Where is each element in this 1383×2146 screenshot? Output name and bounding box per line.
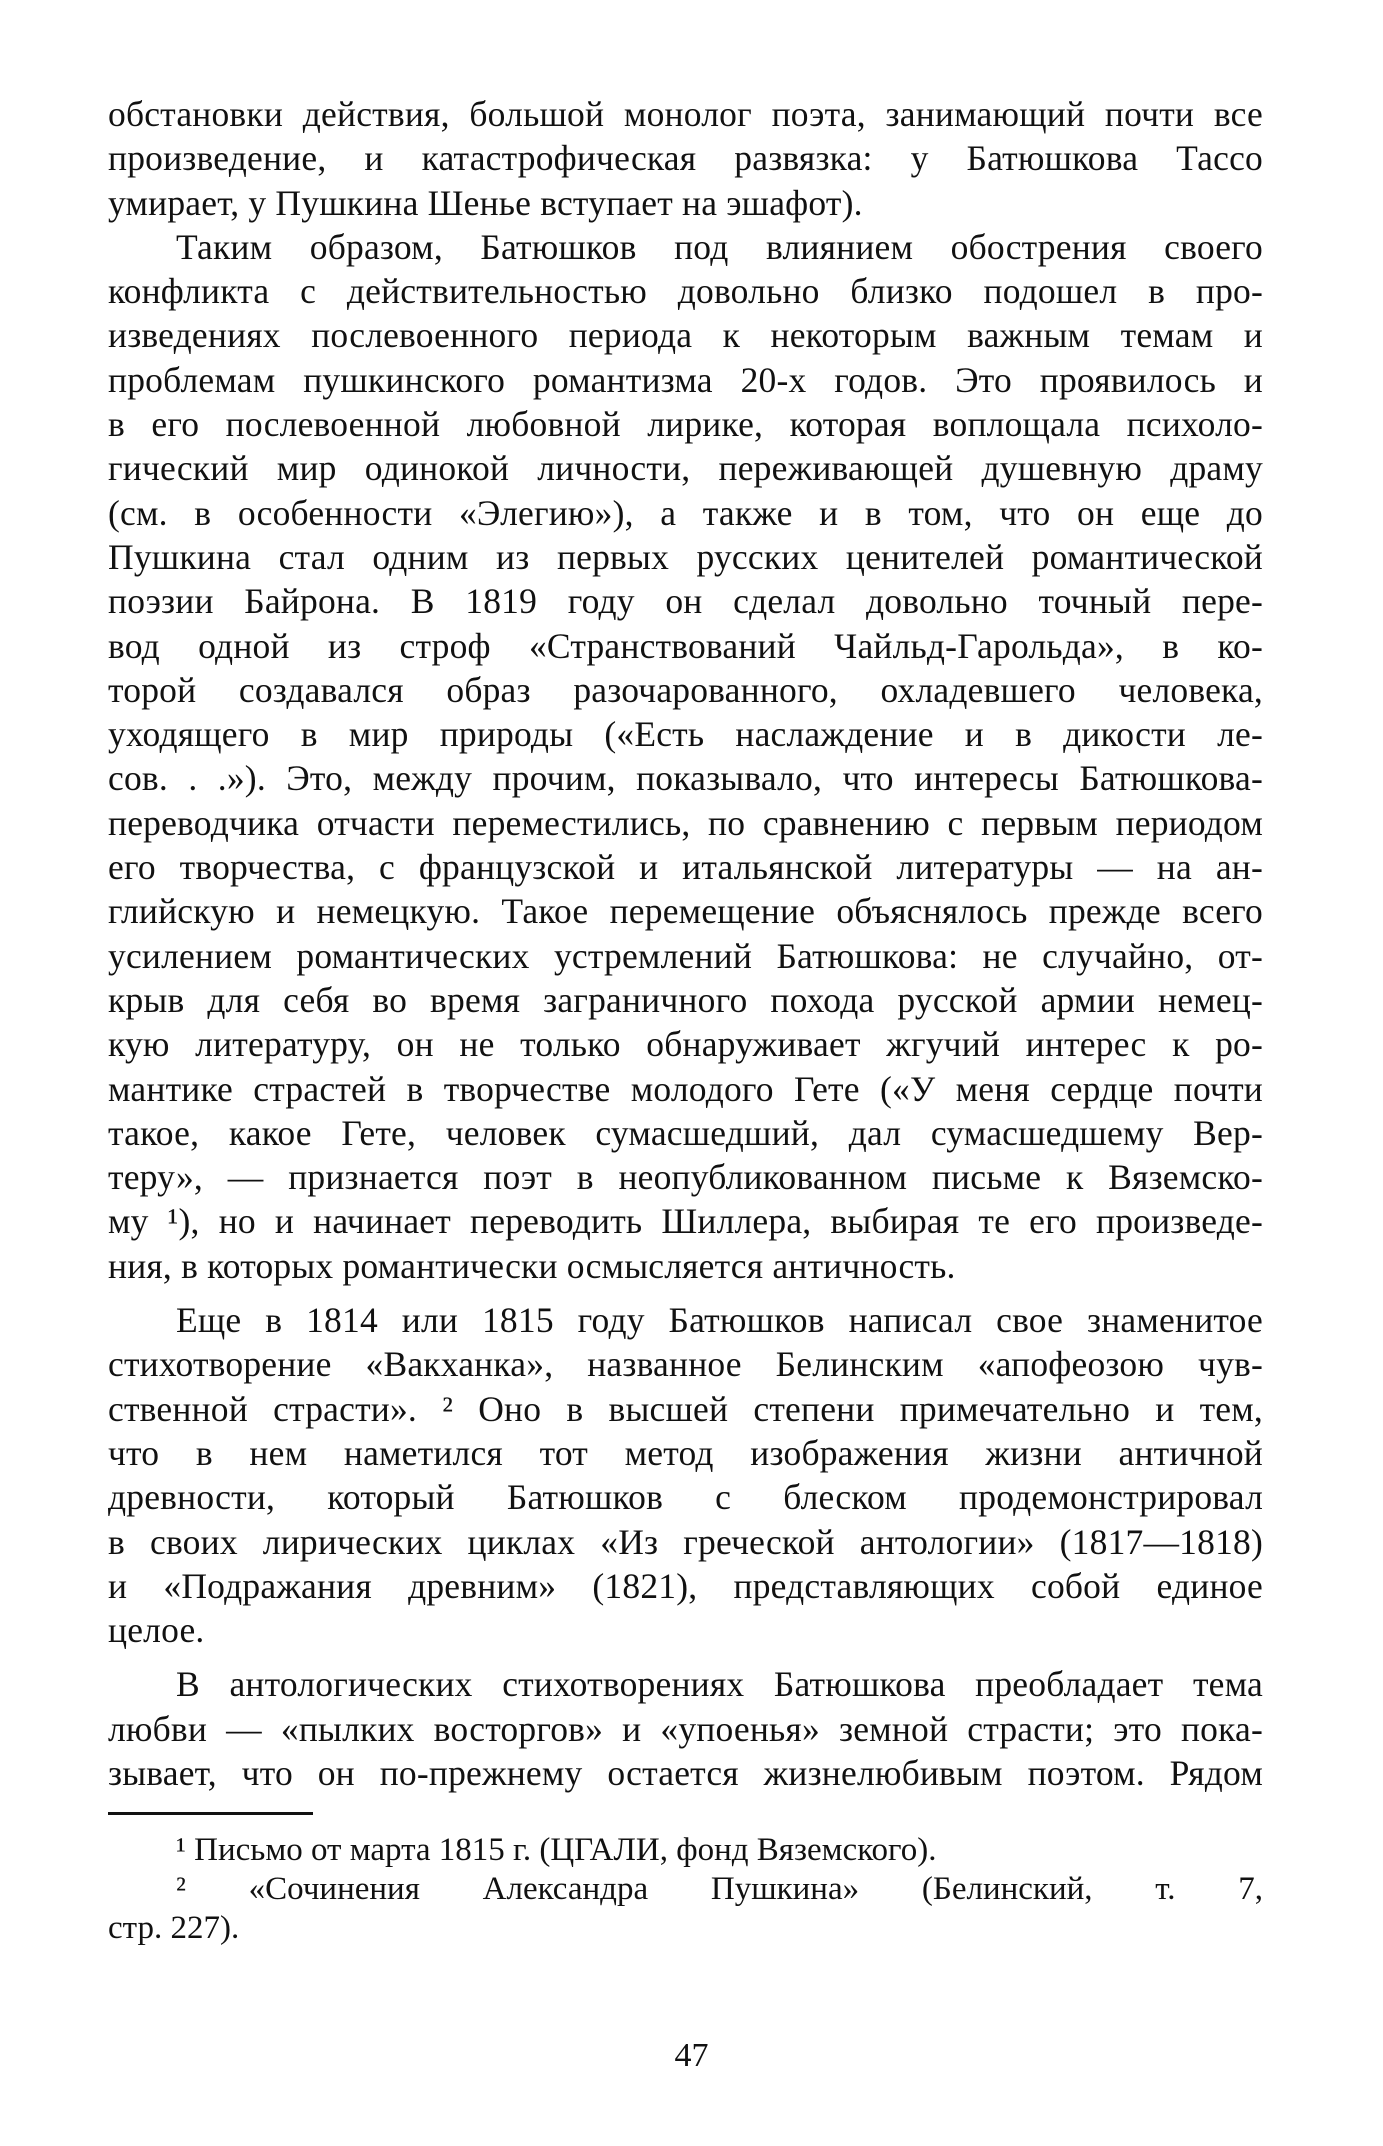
text-line: целое. — [108, 1610, 205, 1651]
text-line: уходящего в мир природы («Есть наслаждение и в дикости ле- — [108, 714, 1263, 755]
page-number: 47 — [674, 2037, 709, 2074]
text-line: стихотворение «Вакханка», названное Белинским «апофеозою чув- — [108, 1344, 1263, 1385]
text-line: Еще в 1814 или 1815 году Батюшков написал свое знаменитое — [176, 1300, 1263, 1341]
text-line: глийскую и немецкую. Такое перемещение объяснялось прежде всего — [108, 891, 1263, 932]
text-line: крыв для себя во время заграничного похода русской армии немец- — [108, 979, 1263, 1020]
text-line: теру», — признается поэт в неопубликованном письме к Вяземско- — [108, 1157, 1263, 1198]
text-line: умирает, у Пушкина Шенье вступает на эшафот). — [108, 182, 863, 223]
text-line: усилением романтических устремлений Батюшкова: не случайно, от- — [108, 935, 1263, 976]
text-line: произведение, и катастрофическая развязка: у Батюшкова Тассо — [108, 138, 1263, 179]
text-line: ния, в которых романтически осмысляется античность. — [108, 1245, 956, 1286]
paragraph-gap — [108, 1652, 1263, 1662]
text-line: любви — «пылких восторгов» и «упоенья» земной страсти; это пока- — [108, 1708, 1263, 1749]
paragraph-2 — [108, 225, 1263, 1288]
text-line: му ¹), но и начинает переводить Шиллера, выбирая те его произведе- — [108, 1201, 1263, 1242]
text-line: зывает, что он по-прежнему остается жизнелюбивым поэтом. Рядом — [108, 1752, 1263, 1793]
text-line: Пушкина стал одним из первых русских ценителей романтической — [108, 536, 1263, 577]
paragraph-4 — [108, 1662, 1263, 1795]
text-line: в своих лирических циклах «Из греческой антологии» (1817—1818) — [108, 1521, 1263, 1562]
paragraph-3 — [108, 1298, 1263, 1652]
text-line: древности, который Батюшков с блеском продемонстрировал — [108, 1477, 1263, 1518]
text-line: такое, какое Гете, человек сумасшедший, дал сумасшедшему Вер- — [108, 1112, 1263, 1153]
text-line: кую литературу, он не только обнаруживает жгучий интерес к ро- — [108, 1024, 1263, 1065]
page-body — [108, 92, 1263, 1795]
text-line: (см. в особенности «Элегию»), а также и в том, что он еще до — [108, 492, 1263, 533]
footnote-1: ¹ Письмо от марта 1815 г. (ЦГАЛИ, фонд Вяземского). — [176, 1832, 937, 1868]
text-line: и «Подражания древним» (1821), представляющих собой единое — [108, 1565, 1263, 1606]
paragraph-gap — [108, 1288, 1263, 1298]
footnote-2: ² «Сочинения Александра Пушкина» (Белинский, т. 7, — [176, 1871, 1263, 1907]
text-line: мантике страстей в творчестве молодого Гете («У меня сердце почти — [108, 1068, 1263, 1109]
text-line: что в нем наметился тот метод изображения жизни античной — [108, 1432, 1263, 1473]
text-line: ственной страсти». ² Оно в высшей степени примечательно и тем, — [108, 1388, 1263, 1429]
paragraph-1 — [108, 92, 1263, 225]
text-line: В антологических стихотворениях Батюшкова преобладает тема — [176, 1664, 1263, 1705]
text-line: гический мир одинокой личности, переживающей душевную драму — [108, 448, 1263, 489]
text-line: в его послевоенной любовной лирике, которая воплощала психоло- — [108, 404, 1263, 445]
text-line: изведениях послевоенного периода к некоторым важным темам и — [108, 315, 1263, 356]
text-line: конфликта с действительностью довольно близко подошел в про- — [108, 271, 1263, 312]
text-line: Таким образом, Батюшков под влиянием обострения своего — [176, 226, 1263, 267]
text-line: вод одной из строф «Странствований Чайльд-Гарольда», в ко- — [108, 625, 1263, 666]
text-line: его творчества, с французской и итальянской литературы — на ан- — [108, 847, 1263, 888]
footnote-divider — [108, 1812, 313, 1815]
footnotes — [108, 1831, 1263, 1948]
text-line: поэзии Байрона. В 1819 году он сделал довольно точный пере- — [108, 581, 1263, 622]
text-line: сов. . .»). Это, между прочим, показывало, что интересы Батюшкова- — [108, 758, 1263, 799]
text-line: переводчика отчасти переместились, по сравнению с первым периодом — [108, 802, 1263, 843]
text-line: торой создавался образ разочарованного, охладевшего человека, — [108, 669, 1263, 710]
footnote-2-continuation: стр. 227). — [108, 1910, 240, 1946]
text-line: проблемам пушкинского романтизма 20-х годов. Это проявилось и — [108, 359, 1263, 400]
text-line: обстановки действия, большой монолог поэта, занимающий почти все — [108, 94, 1263, 134]
